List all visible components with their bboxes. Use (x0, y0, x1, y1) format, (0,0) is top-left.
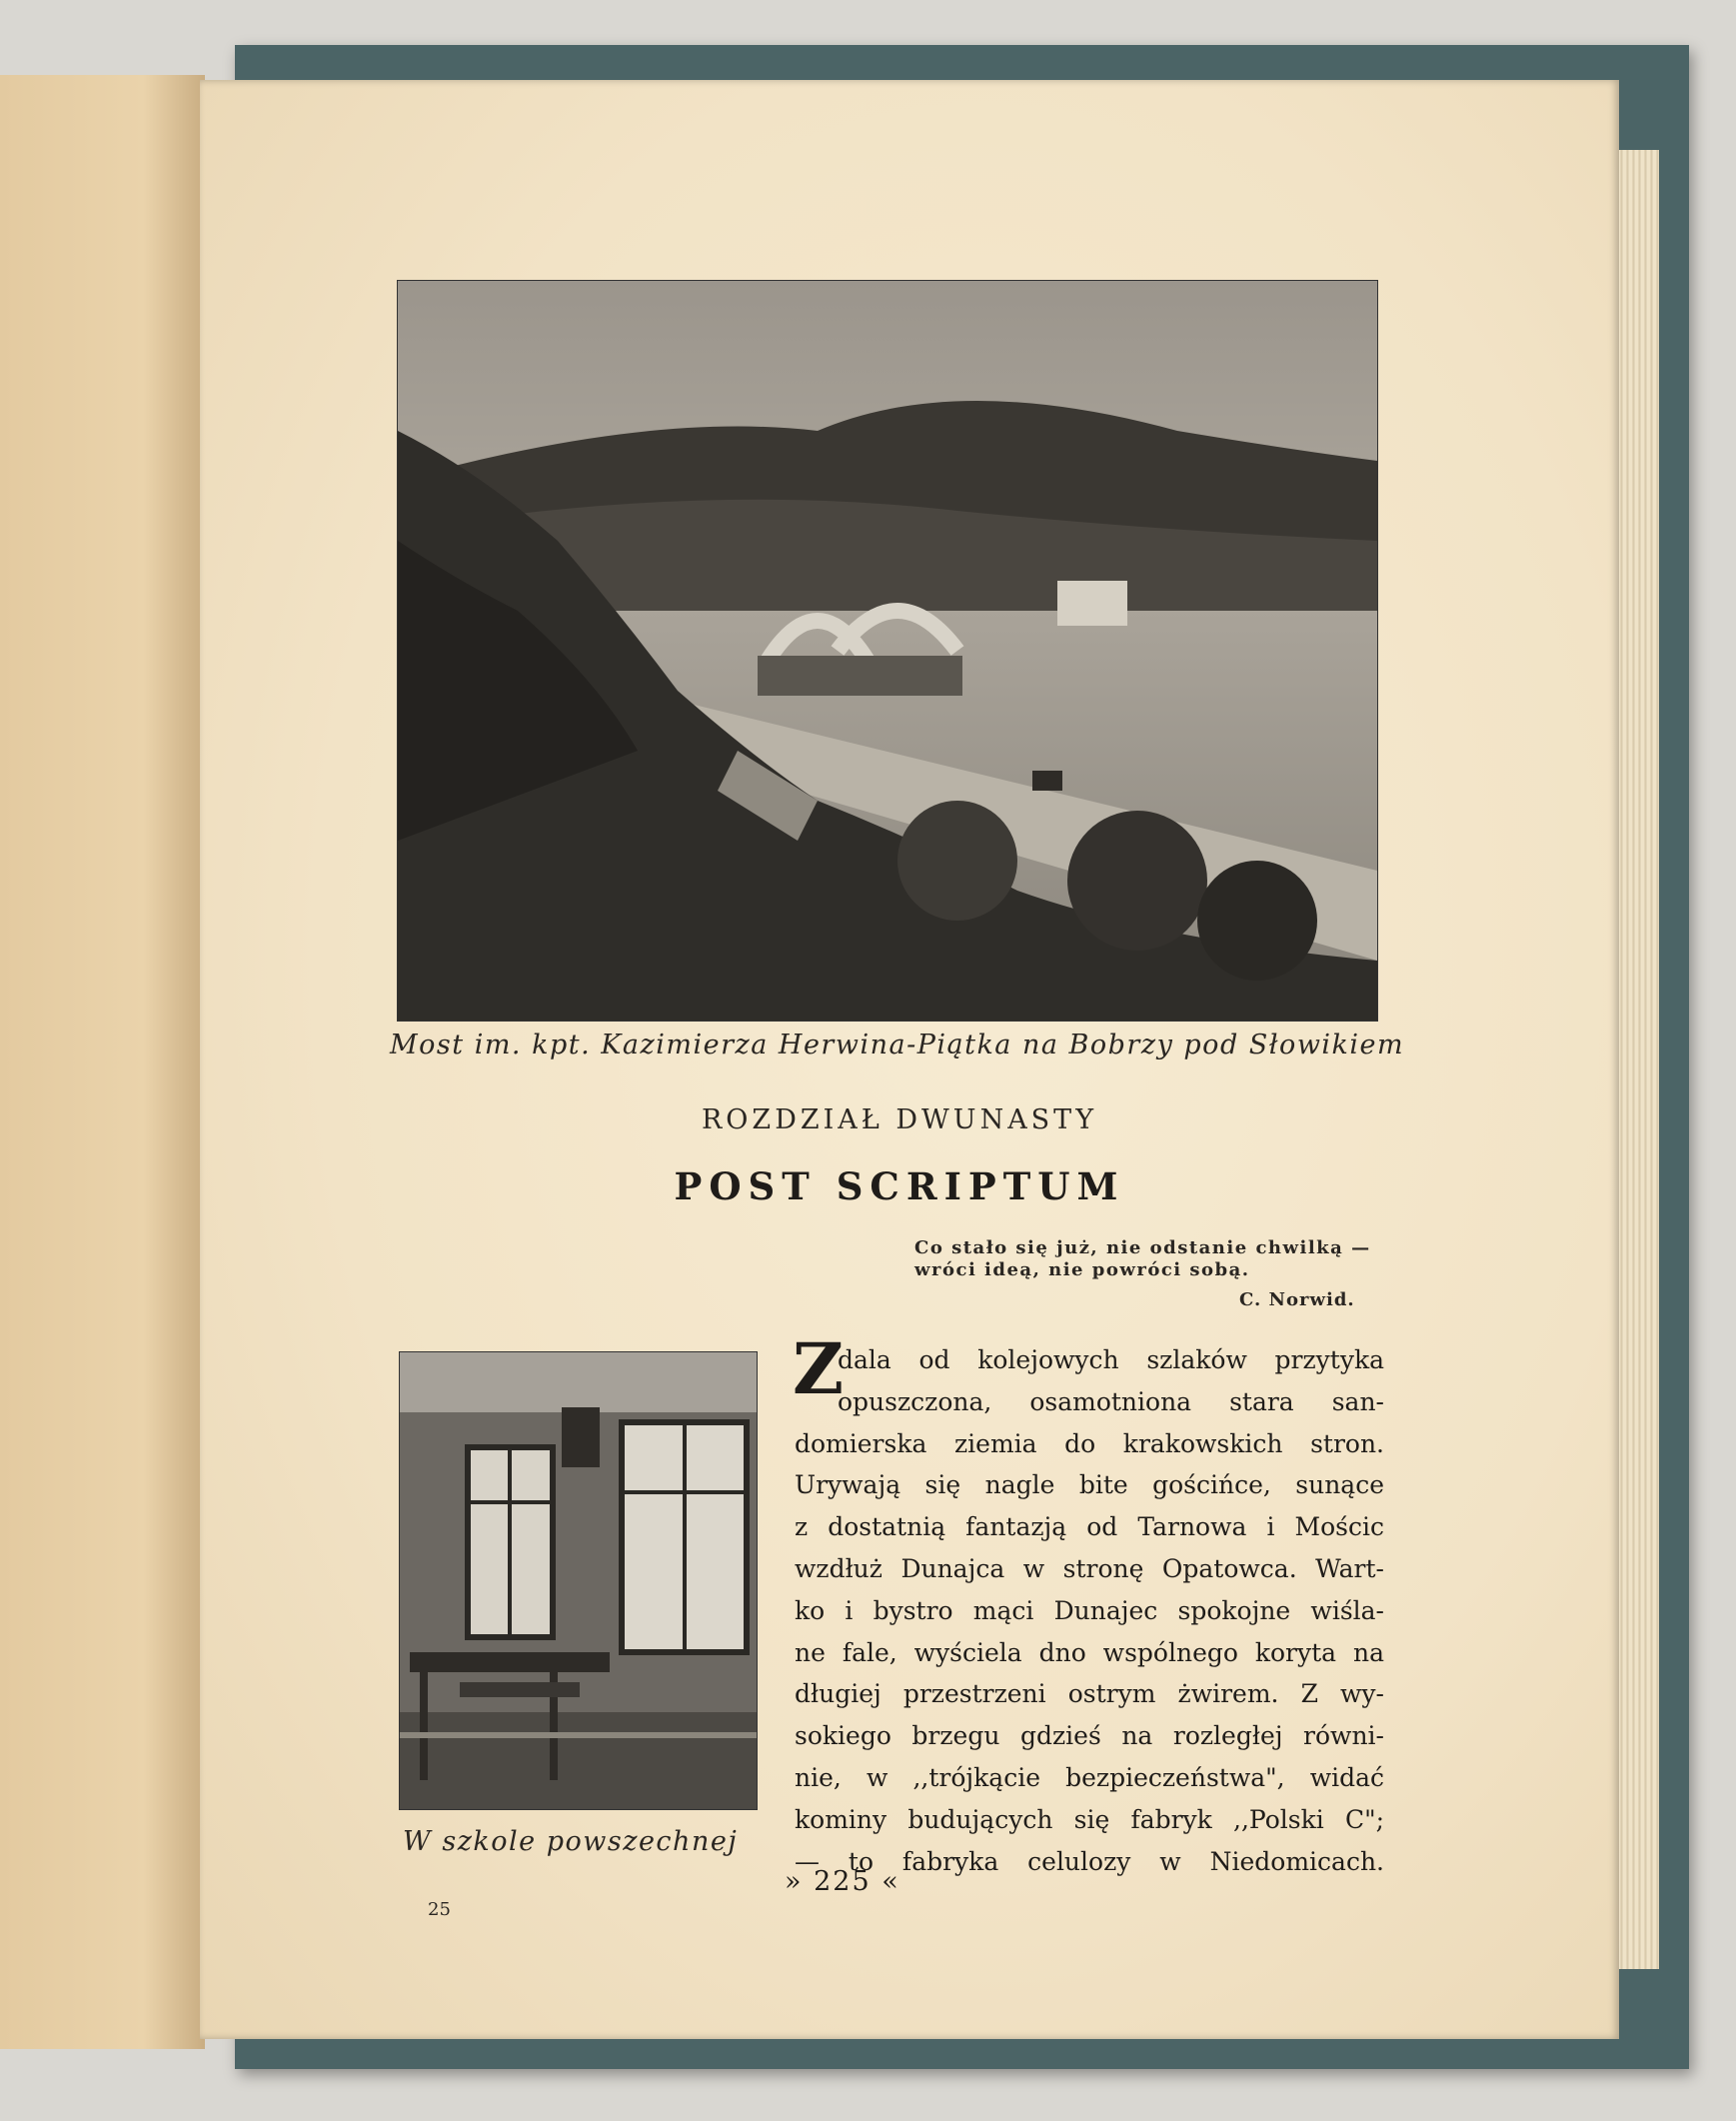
left-page-edge (0, 75, 205, 2049)
text-line: kominy budujących się fabryk ,,Polski C"; (795, 1804, 1384, 1834)
sheet-number: 25 (428, 1899, 451, 1920)
text-line: — to fabryka celulozy w Niedomicach. (795, 1846, 1384, 1876)
body-text (795, 1339, 1384, 1882)
drop-cap: Z (793, 1327, 845, 1410)
chapter-title: POST SCRIPTUM (674, 1164, 1125, 1208)
text-line: z dostatnią fantazją od Tarnowa i Mościc (795, 1512, 1384, 1542)
motto (914, 1237, 1384, 1281)
bridge-photo (397, 280, 1378, 1022)
motto-line: wróci ideą, nie powróci sobą. (914, 1259, 1250, 1280)
text-line: ne fale, wyściela dno wspólnego koryta na (795, 1637, 1384, 1667)
text-line: wzdłuż Dunajca w stronę Opatowca. Wart- (795, 1553, 1384, 1583)
text-line: domierska ziemia do krakowskich stron. (795, 1428, 1384, 1458)
text-line: długiej przestrzeni ostrym żwirem. Z wy- (795, 1679, 1384, 1709)
text-line: ko i bystro mąci Dunajec spokojne wiśla- (795, 1595, 1384, 1625)
motto-line: Co stało się już, nie odstanie chwilką — (914, 1237, 1371, 1258)
text-line: sokiego brzegu gdzieś na rozległej równi- (795, 1721, 1384, 1751)
bridge-photo-caption: Most im. kpt. Kazimierza Herwina-Piątka na Bobrzy pod Słowikiem (390, 1030, 1405, 1060)
page-number: » 225 « (785, 1866, 900, 1897)
chapter-label: ROZDZIAŁ DWUNASTY (701, 1104, 1098, 1135)
text-line: nie, w ,,trójkącie bezpieczeństwa", widać (795, 1762, 1384, 1792)
school-photo (399, 1351, 758, 1810)
text-line: opuszczona, osamotniona stara san- (838, 1386, 1384, 1416)
text-line: dala od kolejowych szlaków przytyka (838, 1345, 1384, 1374)
school-photo-caption: W szkole powszechnej (403, 1826, 739, 1857)
motto-author: C. Norwid. (1239, 1289, 1355, 1310)
book-page (200, 80, 1619, 2039)
text-line: Urywają się nagle bite gościńce, sunące (795, 1470, 1384, 1500)
